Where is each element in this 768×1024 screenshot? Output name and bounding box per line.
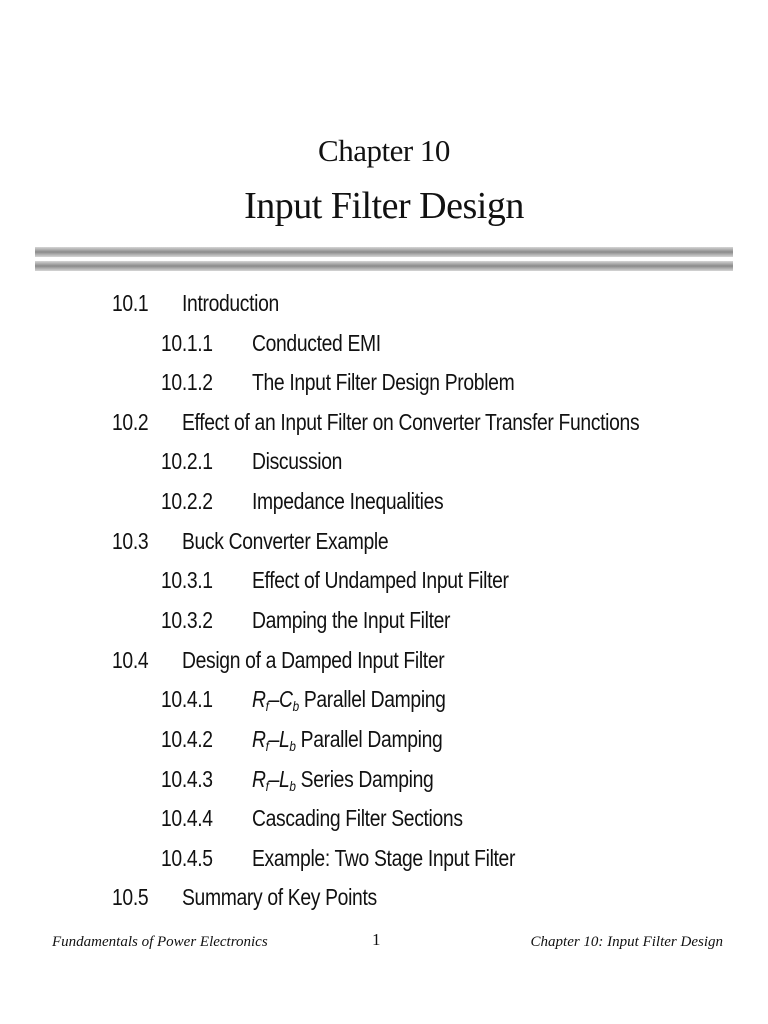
subscript: f: [265, 738, 269, 754]
toc-entry: [0, 403, 768, 441]
chapter-title: Input Filter Design: [244, 185, 524, 227]
subscript: b: [292, 698, 299, 714]
subscript: f: [265, 698, 269, 714]
symbol: R: [252, 726, 266, 752]
toc-entry: [0, 799, 768, 837]
toc-entry: [0, 878, 768, 916]
toc-number: 10.3: [112, 528, 149, 554]
subscript: f: [265, 778, 269, 794]
symbol: L: [278, 726, 290, 752]
toc-label: Design of a Damped Input Filter: [182, 647, 445, 673]
toc-entry: [0, 561, 768, 599]
toc-entry: [0, 522, 768, 560]
toc-label: Series Damping: [295, 766, 434, 792]
toc-number: 10.4.4: [161, 805, 213, 831]
toc-label-formula: [252, 720, 442, 758]
footer-book-title: Fundamentals of Power Electronics: [52, 934, 268, 950]
symbol: C: [278, 686, 293, 712]
toc-number: 10.1: [112, 290, 149, 316]
toc-label: The Input Filter Design Problem: [252, 369, 515, 395]
toc-label: Conducted EMI: [252, 330, 381, 356]
separator: –: [268, 686, 279, 712]
symbol: L: [278, 766, 290, 792]
title-rule-top: [35, 247, 733, 257]
toc-label: Effect of an Input Filter on Converter Transfer Functions: [182, 409, 640, 435]
toc-entry: [0, 641, 768, 679]
toc-number: 10.2: [112, 409, 149, 435]
toc-label-formula: [252, 760, 433, 798]
toc-number: 10.4.1: [161, 686, 213, 712]
toc-label: Discussion: [252, 448, 343, 474]
toc-number: 10.3.2: [161, 607, 213, 633]
page-footer: [0, 930, 768, 958]
toc-number: 10.1.1: [161, 330, 213, 356]
symbol: R: [252, 766, 266, 792]
toc-label: Parallel Damping: [298, 686, 446, 712]
subscript: b: [289, 778, 296, 794]
toc-entry: [0, 442, 768, 480]
chapter-label: Chapter 10: [318, 133, 450, 168]
toc-label: Summary of Key Points: [182, 884, 377, 910]
page-number: 1: [372, 930, 381, 949]
toc-label: Parallel Damping: [295, 726, 443, 752]
title-rule-bottom: [35, 261, 733, 271]
separator: –: [268, 726, 279, 752]
toc-entry: [0, 839, 768, 877]
toc-label: Effect of Undamped Input Filter: [252, 567, 509, 593]
toc-number: 10.4.5: [161, 845, 213, 871]
toc-number: 10.2.2: [161, 488, 213, 514]
separator: –: [268, 766, 279, 792]
subscript: b: [289, 738, 296, 754]
toc-entry: [0, 720, 768, 758]
symbol: R: [252, 686, 266, 712]
toc-entry: [0, 760, 768, 798]
toc-entry: [0, 324, 768, 362]
toc-label: Introduction: [182, 290, 279, 316]
footer-chapter-title: Chapter 10: Input Filter Design: [530, 934, 723, 950]
toc-label: Buck Converter Example: [182, 528, 389, 554]
toc-entry: [0, 284, 768, 322]
toc-number: 10.4.3: [161, 766, 213, 792]
toc-label: Damping the Input Filter: [252, 607, 451, 633]
toc-number: 10.1.2: [161, 369, 213, 395]
toc-number: 10.5: [112, 884, 149, 910]
toc-label-formula: [252, 680, 446, 718]
toc-label: Impedance Inequalities: [252, 488, 444, 514]
toc-entry: [0, 363, 768, 401]
toc-label: Example: Two Stage Input Filter: [252, 845, 516, 871]
toc-number: 10.4.2: [161, 726, 213, 752]
toc-number: 10.4: [112, 647, 149, 673]
toc-label: Cascading Filter Sections: [252, 805, 463, 831]
toc-entry: [0, 482, 768, 520]
toc-number: 10.3.1: [161, 567, 213, 593]
toc-number: 10.2.1: [161, 448, 213, 474]
toc-entry: [0, 680, 768, 718]
toc-entry: [0, 601, 768, 639]
